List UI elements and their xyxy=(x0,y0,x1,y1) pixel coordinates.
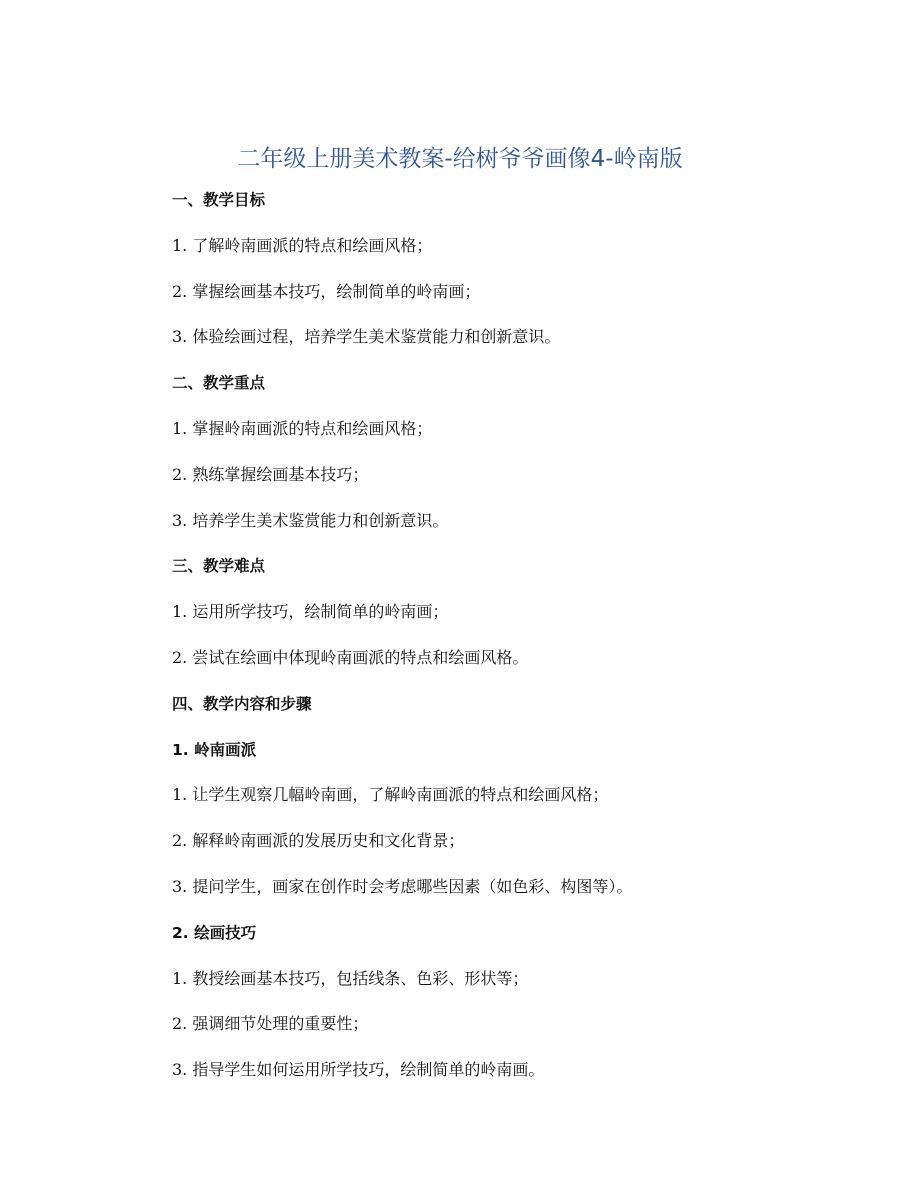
skills-item-2: 2. 强调细节处理的重要性； xyxy=(172,1014,369,1034)
objective-item-3: 3. 体验绘画过程，培养学生美术鉴赏能力和创新意识。 xyxy=(172,327,561,347)
subsection-heading-lingnan-school: 1. 岭南画派 xyxy=(172,740,257,759)
document-title: 二年级上册美术教案-给树爷爷画像4-岭南版 xyxy=(237,146,683,172)
section-heading-key-points: 二、教学重点 xyxy=(172,374,266,393)
key-point-item-2: 2. 熟练掌握绘画基本技巧； xyxy=(172,464,369,484)
difficulty-item-1: 1. 运用所学技巧，绘制简单的岭南画； xyxy=(172,602,449,622)
objective-item-1: 1. 了解岭南画派的特点和绘画风格； xyxy=(172,235,433,255)
lingnan-item-3: 3. 提问学生，画家在创作时会考虑哪些因素（如色彩、构图等）。 xyxy=(172,876,633,896)
key-point-item-1: 1. 掌握岭南画派的特点和绘画风格； xyxy=(172,418,433,438)
subsection-heading-painting-skills: 2. 绘画技巧 xyxy=(172,923,257,942)
section-heading-difficulties: 三、教学难点 xyxy=(172,557,266,576)
section-heading-objectives: 一、教学目标 xyxy=(172,191,266,209)
section-heading-content-steps: 四、教学内容和步骤 xyxy=(172,694,312,713)
lingnan-item-2: 2. 解释岭南画派的发展历史和文化背景； xyxy=(172,831,465,851)
skills-item-1: 1. 教授绘画基本技巧，包括线条、色彩、形状等； xyxy=(172,968,529,988)
skills-item-3: 3. 指导学生如何运用所学技巧，绘制简单的岭南画。 xyxy=(172,1060,545,1080)
key-point-item-3: 3. 培养学生美术鉴赏能力和创新意识。 xyxy=(172,510,449,530)
lingnan-item-1: 1. 让学生观察几幅岭南画，了解岭南画派的特点和绘画风格； xyxy=(172,785,609,805)
document-body xyxy=(172,187,772,1103)
objective-item-2: 2. 掌握绘画基本技巧，绘制简单的岭南画； xyxy=(172,281,481,301)
difficulty-item-2: 2. 尝试在绘画中体现岭南画派的特点和绘画风格。 xyxy=(172,647,529,667)
